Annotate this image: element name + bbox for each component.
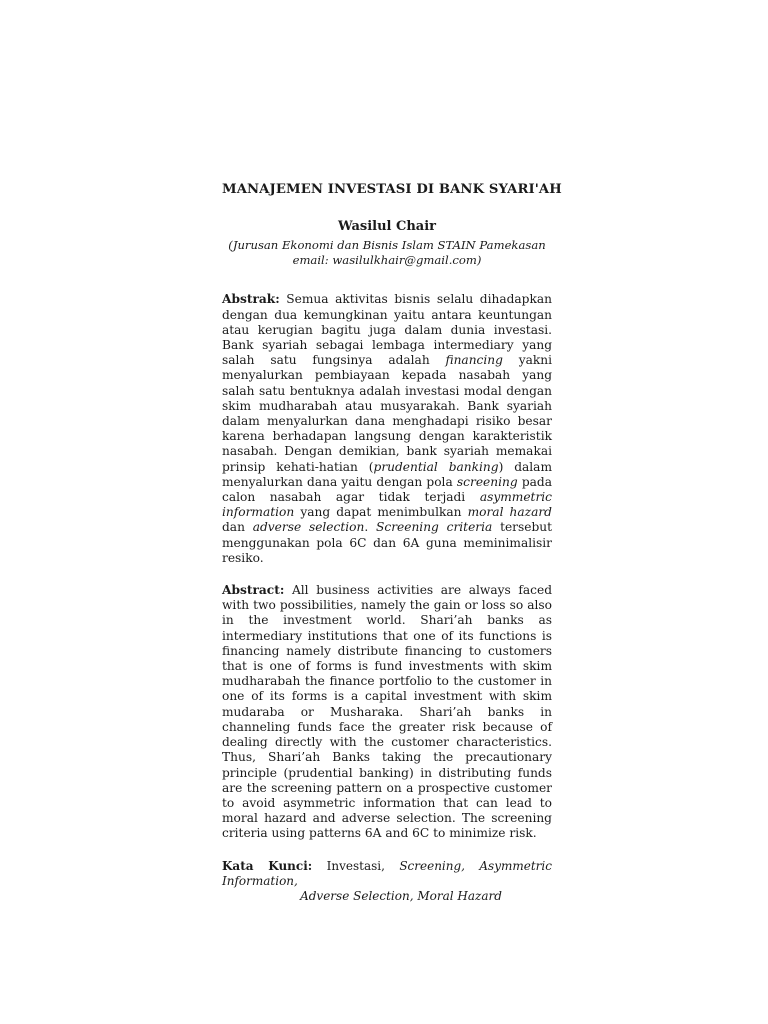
abstrak-text-2: yakni menyalurkan pembiayaan kepada nasabah yang salah satu bentuknya adalah investasi modal dengan skim mudharabah atau musyarakah. Bank syariah dalam menyalurkan dana menghadapi risiko besar karena berhadapan langsung dengan karakteristik nasabah. Dengan demikian, bank syariah memakai prinsip kehati-hatian ( <box>222 353 552 474</box>
abstrak-text-7: . <box>364 520 377 535</box>
abstrak-italic-adverse: adverse selection <box>252 520 365 535</box>
abstrak-text-5: yang dapat menimbulkan <box>294 505 468 520</box>
abstrak-italic-prudential: prudential banking <box>373 459 499 474</box>
abstrak-italic-moral-hazard: moral hazard <box>467 505 552 520</box>
abstrak-italic-financing: financing <box>445 353 503 368</box>
abstrak-text-4: pada calon nasabah agar tidak terjadi <box>222 474 552 505</box>
abstrak-text-6: dan <box>222 520 253 535</box>
abstrak-text-1: Semua aktivitas bisnis selalu dihadapkan dengan dua kemungkinan yaitu antara keuntungan atau kerugian bagitu juga dalam dunia investasi. Bank syariah sebagai lembaga intermediary yang salah satu fungsinya adalah <box>222 292 552 368</box>
keywords-label: Kata Kunci: <box>222 858 313 873</box>
keywords-italic-1: Screening, Asymmetric Information, <box>222 858 552 888</box>
abstrak-text-8: tersebut menggunakan pola 6C dan 6A guna meminimalisir resiko. <box>222 520 553 565</box>
abstract-label: Abstract: <box>222 583 285 598</box>
abstrak-text-3: ) dalam menyalurkan dana yaitu dengan pola <box>222 459 552 489</box>
abstract-text: All business activities are always faced with two possibilities, namely the gain or loss so also in the investment world. Shari’ah banks as intermediary institutions that one of its functions is financing namely distribute financing to customers that is one of forms is fund investments with skim mudharabah the finance portfolio to the customer in one of its forms is a capital investment with skim mudaraba or Musharaka. Shari’ah banks in channeling funds face the greater risk because of dealing directly with the customer characteristics. Thus, Shari’ah Banks taking the precautionary principle (prudential banking) in distributing funds are the screening pattern on a prospective customer to avoid asymmetric information that can lead to moral hazard and adverse selection. The screening criteria using patterns 6A and 6C to minimize risk. <box>222 583 552 841</box>
author-email: email: wasilulkhair@gmail.com) <box>292 253 482 268</box>
paper-content <box>222 182 562 904</box>
abstrak-italic-screening: screening <box>456 474 518 489</box>
abstrak-label: Abstrak: <box>222 292 280 307</box>
abstrak-italic-criteria: Screening criteria <box>376 520 493 535</box>
keywords-line-1 <box>222 859 552 889</box>
keywords-line-2: Adverse Selection, Moral Hazard <box>300 888 502 903</box>
abstrak-paragraph <box>222 292 552 566</box>
abstrak-italic-asymmetric: asymmetric information <box>222 490 552 520</box>
author-affiliation: (Jurusan Ekonomi dan Bisnis Islam STAIN Pamekasan <box>228 238 546 253</box>
paper-title: MANAJEMEN INVESTASI DI BANK SYARI'AH <box>222 182 562 197</box>
abstract-paragraph <box>222 583 552 841</box>
keywords-block <box>222 859 552 904</box>
keywords-first: Investasi, <box>312 858 400 873</box>
author-name: Wasilul Chair <box>337 219 436 235</box>
